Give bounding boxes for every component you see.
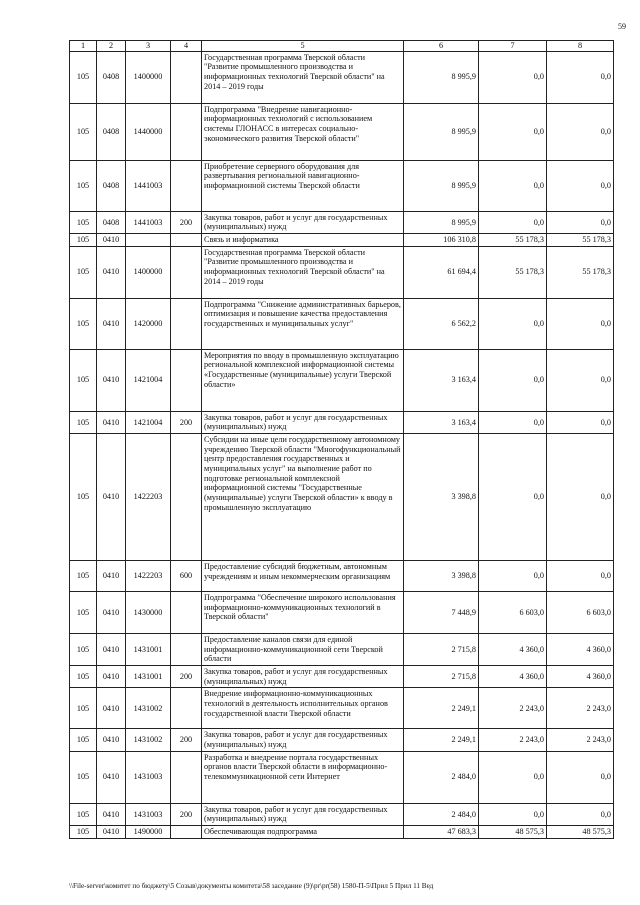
row-type-cell [171, 826, 202, 839]
row-value-cell: 8 995,9 [404, 51, 479, 103]
row-section-cell: 0408 [97, 211, 126, 233]
row-value-cell: 0,0 [547, 160, 614, 211]
row-value-cell: 0,0 [479, 103, 547, 160]
row-code-cell: 105 [70, 298, 97, 349]
header-cell: 4 [171, 41, 202, 52]
row-value-cell: 8 995,9 [404, 160, 479, 211]
row-description: Закупка товаров, работ и услуг для государственных (муниципальных) нужд [202, 211, 404, 233]
table-row [70, 751, 614, 803]
row-value-cell: 0,0 [547, 434, 614, 561]
row-code-cell: 105 [70, 729, 97, 751]
row-type-cell [171, 592, 202, 634]
table-row [70, 803, 614, 825]
row-target-cell: 1440000 [126, 103, 171, 160]
table-row [70, 561, 614, 592]
row-code-cell: 105 [70, 592, 97, 634]
row-value-cell: 0,0 [479, 211, 547, 233]
row-code-cell: 105 [70, 688, 97, 729]
row-code-cell: 105 [70, 561, 97, 592]
row-target-cell: 1400000 [126, 51, 171, 103]
row-code-cell: 105 [70, 634, 97, 666]
row-value-cell: 0,0 [547, 103, 614, 160]
row-section-cell: 0410 [97, 666, 126, 688]
row-type-cell [171, 688, 202, 729]
table-row [70, 51, 614, 103]
row-value-cell: 2 243,0 [547, 729, 614, 751]
row-section-cell: 0408 [97, 51, 126, 103]
table-row [70, 826, 614, 839]
table-row [70, 103, 614, 160]
row-target-cell: 1421004 [126, 411, 171, 433]
row-target-cell: 1420000 [126, 298, 171, 349]
row-type-cell [171, 298, 202, 349]
row-value-cell: 0,0 [547, 803, 614, 825]
row-section-cell: 0410 [97, 434, 126, 561]
row-description: Связь и информатика [202, 234, 404, 247]
row-value-cell: 3 398,8 [404, 434, 479, 561]
row-value-cell: 3 163,4 [404, 349, 479, 411]
row-code-cell: 105 [70, 246, 97, 298]
row-target-cell: 1431002 [126, 688, 171, 729]
row-value-cell: 2 484,0 [404, 751, 479, 803]
page-number: 59 [618, 22, 626, 31]
row-target-cell: 1441003 [126, 160, 171, 211]
row-value-cell: 2 249,1 [404, 688, 479, 729]
row-type-cell: 200 [171, 666, 202, 688]
row-section-cell: 0410 [97, 826, 126, 839]
row-type-cell [171, 634, 202, 666]
row-type-cell: 600 [171, 561, 202, 592]
row-type-cell [171, 434, 202, 561]
row-value-cell: 3 398,8 [404, 561, 479, 592]
table-row [70, 592, 614, 634]
row-code-cell: 105 [70, 349, 97, 411]
row-type-cell [171, 751, 202, 803]
row-section-cell: 0408 [97, 103, 126, 160]
row-description: Подпрограмма "Внедрение навигационно-информационных технологий с использованием системы ГЛОНАСС в интересах социально-экономического развития Тверской области" [202, 103, 404, 160]
row-target-cell: 1430000 [126, 592, 171, 634]
row-code-cell: 105 [70, 434, 97, 561]
row-value-cell: 0,0 [479, 434, 547, 561]
header-cell: 5 [202, 41, 404, 52]
table-row [70, 246, 614, 298]
row-value-cell: 0,0 [547, 298, 614, 349]
row-type-cell [171, 234, 202, 247]
table-row [70, 211, 614, 233]
row-description: Обеспечивающая подпрограмма [202, 826, 404, 839]
row-target-cell: 1431002 [126, 729, 171, 751]
row-target-cell: 1421004 [126, 349, 171, 411]
header-cell: 3 [126, 41, 171, 52]
row-description: Приобретение серверного оборудования для развертывания региональной навигационно-информационной системы Тверской области [202, 160, 404, 211]
row-description: Предоставление каналов связи для единой информационно-коммуникационной сети Тверской области [202, 634, 404, 666]
row-code-cell: 105 [70, 826, 97, 839]
row-type-cell: 200 [171, 211, 202, 233]
table-row [70, 234, 614, 247]
row-type-cell: 200 [171, 411, 202, 433]
table-row [70, 298, 614, 349]
row-value-cell: 0,0 [479, 561, 547, 592]
header-row [70, 41, 614, 52]
row-value-cell: 7 448,9 [404, 592, 479, 634]
row-target-cell [126, 234, 171, 247]
row-description: Внедрение информационно-коммуникационных технологий в деятельность исполнительных органов государственной власти Тверской области [202, 688, 404, 729]
row-value-cell: 0,0 [479, 160, 547, 211]
row-value-cell: 2 243,0 [479, 729, 547, 751]
row-target-cell: 1490000 [126, 826, 171, 839]
table-row [70, 160, 614, 211]
row-code-cell: 105 [70, 803, 97, 825]
row-value-cell: 0,0 [547, 411, 614, 433]
row-value-cell: 0,0 [479, 349, 547, 411]
row-code-cell: 105 [70, 411, 97, 433]
row-description: Государственная программа Тверской области "Развитие промышленного производства и информационных технологий Тверской области" на 2014 – 2019 годы [202, 246, 404, 298]
row-value-cell: 0,0 [479, 298, 547, 349]
row-value-cell: 0,0 [547, 211, 614, 233]
row-target-cell: 1422203 [126, 434, 171, 561]
row-value-cell: 48 575,3 [479, 826, 547, 839]
row-section-cell: 0410 [97, 298, 126, 349]
row-value-cell: 106 310,8 [404, 234, 479, 247]
table-row [70, 634, 614, 666]
row-value-cell: 0,0 [547, 51, 614, 103]
row-value-cell: 61 694,4 [404, 246, 479, 298]
row-value-cell: 55 178,3 [547, 246, 614, 298]
row-value-cell: 4 360,0 [547, 634, 614, 666]
row-value-cell: 0,0 [479, 411, 547, 433]
row-section-cell: 0410 [97, 234, 126, 247]
row-value-cell: 55 178,3 [479, 234, 547, 247]
budget-table [69, 40, 614, 839]
row-section-cell: 0410 [97, 246, 126, 298]
row-value-cell: 0,0 [479, 51, 547, 103]
row-target-cell: 1431003 [126, 751, 171, 803]
row-value-cell: 6 603,0 [479, 592, 547, 634]
row-type-cell: 200 [171, 729, 202, 751]
row-value-cell: 2 249,1 [404, 729, 479, 751]
table-row [70, 666, 614, 688]
table-row [70, 434, 614, 561]
row-value-cell: 3 163,4 [404, 411, 479, 433]
row-description: Закупка товаров, работ и услуг для государственных (муниципальных) нужд [202, 666, 404, 688]
row-value-cell: 0,0 [547, 349, 614, 411]
header-cell: 7 [479, 41, 547, 52]
row-value-cell: 4 360,0 [479, 666, 547, 688]
row-code-cell: 105 [70, 160, 97, 211]
row-value-cell: 0,0 [479, 751, 547, 803]
row-description: Разработка и внедрение портала государственных органов власти Тверской области в информационно-телекоммуникационной сети Интернет [202, 751, 404, 803]
row-value-cell: 4 360,0 [479, 634, 547, 666]
row-type-cell [171, 160, 202, 211]
row-description: Закупка товаров, работ и услуг для государственных (муниципальных) нужд [202, 803, 404, 825]
row-section-cell: 0410 [97, 349, 126, 411]
row-code-cell: 105 [70, 234, 97, 247]
row-value-cell: 0,0 [479, 803, 547, 825]
row-description: Закупка товаров, работ и услуг для государственных (муниципальных) нужд [202, 411, 404, 433]
row-type-cell [171, 51, 202, 103]
row-value-cell: 55 178,3 [547, 234, 614, 247]
row-section-cell: 0408 [97, 160, 126, 211]
row-value-cell: 6 603,0 [547, 592, 614, 634]
row-description: Подпрограмма "Снижение административных барьеров, оптимизация и повышение качества предоставления государственных и муниципальных услуг" [202, 298, 404, 349]
row-type-cell [171, 349, 202, 411]
row-section-cell: 0410 [97, 688, 126, 729]
row-description: Предоставление субсидий бюджетным, автономным учреждениям и иным некоммерческим организациям [202, 561, 404, 592]
table-row [70, 411, 614, 433]
row-description: Субсидии на иные цели государственному автономному учреждению Тверской области "Многофункциональный центр предоставления государственных и муниципальных услуг" на выполнение работ по подготовке региональной комплексной информационной системы "Государственные (муниципальные) услуги Тверской области» к вводу в промышленную эксплуатацию [202, 434, 404, 561]
row-section-cell: 0410 [97, 751, 126, 803]
row-value-cell: 0,0 [547, 751, 614, 803]
header-cell: 2 [97, 41, 126, 52]
header-cell: 1 [70, 41, 97, 52]
row-target-cell: 1431003 [126, 803, 171, 825]
row-value-cell: 8 995,9 [404, 103, 479, 160]
row-section-cell: 0410 [97, 592, 126, 634]
row-description: Мероприятия по вводу в промышленную эксплуатацию региональной комплексной информационной системы «Государственные (муниципальные) услуги Тверской области» [202, 349, 404, 411]
row-type-cell [171, 246, 202, 298]
row-code-cell: 105 [70, 666, 97, 688]
row-section-cell: 0410 [97, 634, 126, 666]
row-description: Государственная программа Тверской области "Развитие промышленного производства и информационных технологий Тверской области" на 2014 – 2019 годы [202, 51, 404, 103]
row-code-cell: 105 [70, 103, 97, 160]
footer-file-path: \\File-server\комитет по бюджету\5 Созыв\документы комитета\58 заседание (9)\pr\pr(58) 1580-П-5\Прил 5 Прил 11 Вед [69, 882, 434, 890]
table-row [70, 729, 614, 751]
row-target-cell: 1422203 [126, 561, 171, 592]
header-cell: 6 [404, 41, 479, 52]
row-code-cell: 105 [70, 51, 97, 103]
row-type-cell: 200 [171, 803, 202, 825]
row-value-cell: 2 484,0 [404, 803, 479, 825]
row-type-cell [171, 103, 202, 160]
header-cell: 8 [547, 41, 614, 52]
row-value-cell: 8 995,9 [404, 211, 479, 233]
row-target-cell: 1400000 [126, 246, 171, 298]
table-row [70, 349, 614, 411]
table-row [70, 688, 614, 729]
row-value-cell: 4 360,0 [547, 666, 614, 688]
row-description: Закупка товаров, работ и услуг для государственных (муниципальных) нужд [202, 729, 404, 751]
row-section-cell: 0410 [97, 729, 126, 751]
row-value-cell: 48 575,3 [547, 826, 614, 839]
row-value-cell: 47 683,3 [404, 826, 479, 839]
row-value-cell: 2 243,0 [479, 688, 547, 729]
row-value-cell: 0,0 [547, 561, 614, 592]
row-target-cell: 1441003 [126, 211, 171, 233]
row-value-cell: 55 178,3 [479, 246, 547, 298]
row-section-cell: 0410 [97, 803, 126, 825]
row-section-cell: 0410 [97, 561, 126, 592]
row-value-cell: 6 562,2 [404, 298, 479, 349]
row-section-cell: 0410 [97, 411, 126, 433]
row-value-cell: 2 715,8 [404, 666, 479, 688]
row-description: Подпрограмма "Обеспечение широкого использования информационно-коммуникационных технологий в Тверской области" [202, 592, 404, 634]
row-value-cell: 2 715,8 [404, 634, 479, 666]
row-target-cell: 1431001 [126, 634, 171, 666]
row-code-cell: 105 [70, 211, 97, 233]
row-value-cell: 2 243,0 [547, 688, 614, 729]
row-code-cell: 105 [70, 751, 97, 803]
row-target-cell: 1431001 [126, 666, 171, 688]
